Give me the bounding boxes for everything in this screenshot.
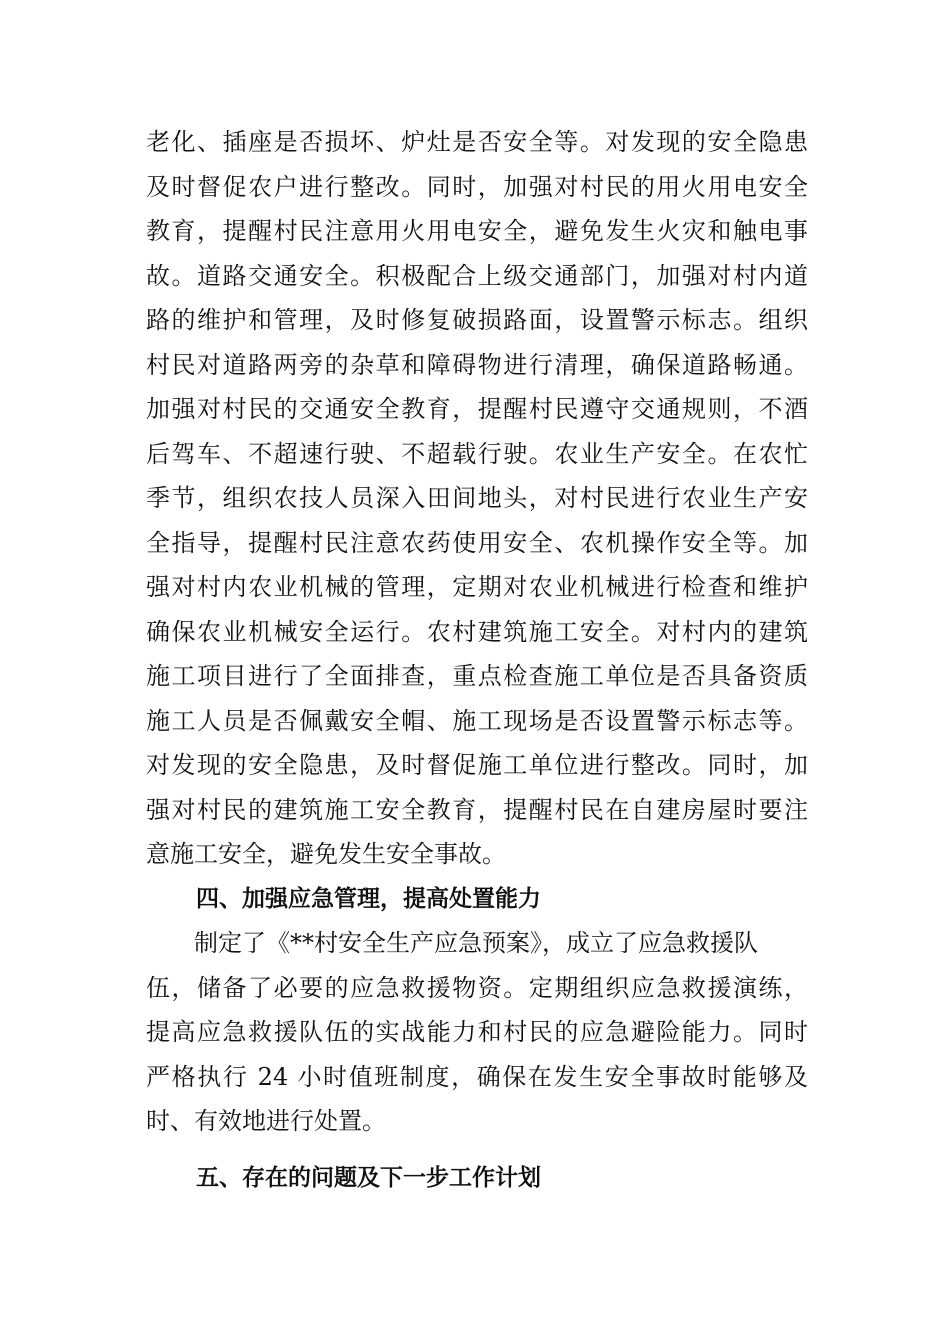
section-heading-5: 五、存在的问题及下一步工作计划	[196, 1164, 541, 1191]
paragraph-emergency-management	[146, 921, 808, 1144]
paragraph-line: 提高应急救援队伍的实战能力和村民的应急避险能力。同时	[146, 1018, 808, 1046]
paragraph-line: 老化、插座是否损坏、炉灶是否安全等。对发现的安全隐患	[146, 128, 808, 156]
paragraph-line: 故。道路交通安全。积极配合上级交通部门，加强对村内道	[146, 261, 808, 290]
paragraph-safety-inspection	[146, 120, 808, 877]
section-heading-4: 四、加强应急管理，提高处置能力	[196, 885, 541, 912]
paragraph-line: 施工项目进行了全面排查，重点检查施工单位是否具备资质	[146, 662, 808, 690]
paragraph-line: 严格执行 24 小时值班制度，确保在发生安全事故时能够及	[146, 1062, 808, 1091]
paragraph-line: 季节，组织农技人员深入田间地头，对村民进行农业生产安	[146, 484, 808, 512]
paragraph-line: 施工人员是否佩戴安全帽、施工现场是否设置警示标志等。	[146, 706, 808, 735]
paragraph-line: 教育，提醒村民注意用火用电安全，避免发生火灾和触电事	[146, 217, 808, 245]
paragraph-line: 及时督促农户进行整改。同时，加强对村民的用火用电安全	[146, 172, 808, 201]
paragraph-line: 强对村民的建筑施工安全教育，提醒村民在自建房屋时要注	[146, 795, 808, 824]
paragraph-line: 意施工安全，避免发生安全事故。	[146, 840, 506, 868]
paragraph-line: 村民对道路两旁的杂草和障碍物进行清理，确保道路畅通。	[146, 350, 808, 379]
paragraph-line: 后驾车、不超速行驶、不超载行驶。农业生产安全。在农忙	[146, 439, 808, 468]
paragraph-line: 时、有效地进行处置。	[146, 1107, 386, 1135]
paragraph-line: 伍，储备了必要的应急救援物资。定期组织应急救援演练，	[146, 973, 808, 1002]
paragraph-line: 全指导，提醒村民注意农药使用安全、农机操作安全等。加	[146, 528, 808, 557]
document-body	[146, 120, 808, 1200]
paragraph-line: 确保农业机械安全运行。农村建筑施工安全。对村内的建筑	[146, 617, 808, 646]
paragraph-line: 加强对村民的交通安全教育，提醒村民遵守交通规则，不酒	[146, 395, 808, 423]
paragraph-line: 强对村内农业机械的管理，定期对农业机械进行检查和维护	[146, 573, 808, 601]
paragraph-line: 路的维护和管理，及时修复破损路面，设置警示标志。组织	[146, 306, 808, 334]
paragraph-line: 对发现的安全隐患，及时督促施工单位进行整改。同时，加	[146, 751, 808, 779]
paragraph-line: 制定了《**村安全生产应急预案》，成立了应急救援队	[194, 929, 758, 957]
